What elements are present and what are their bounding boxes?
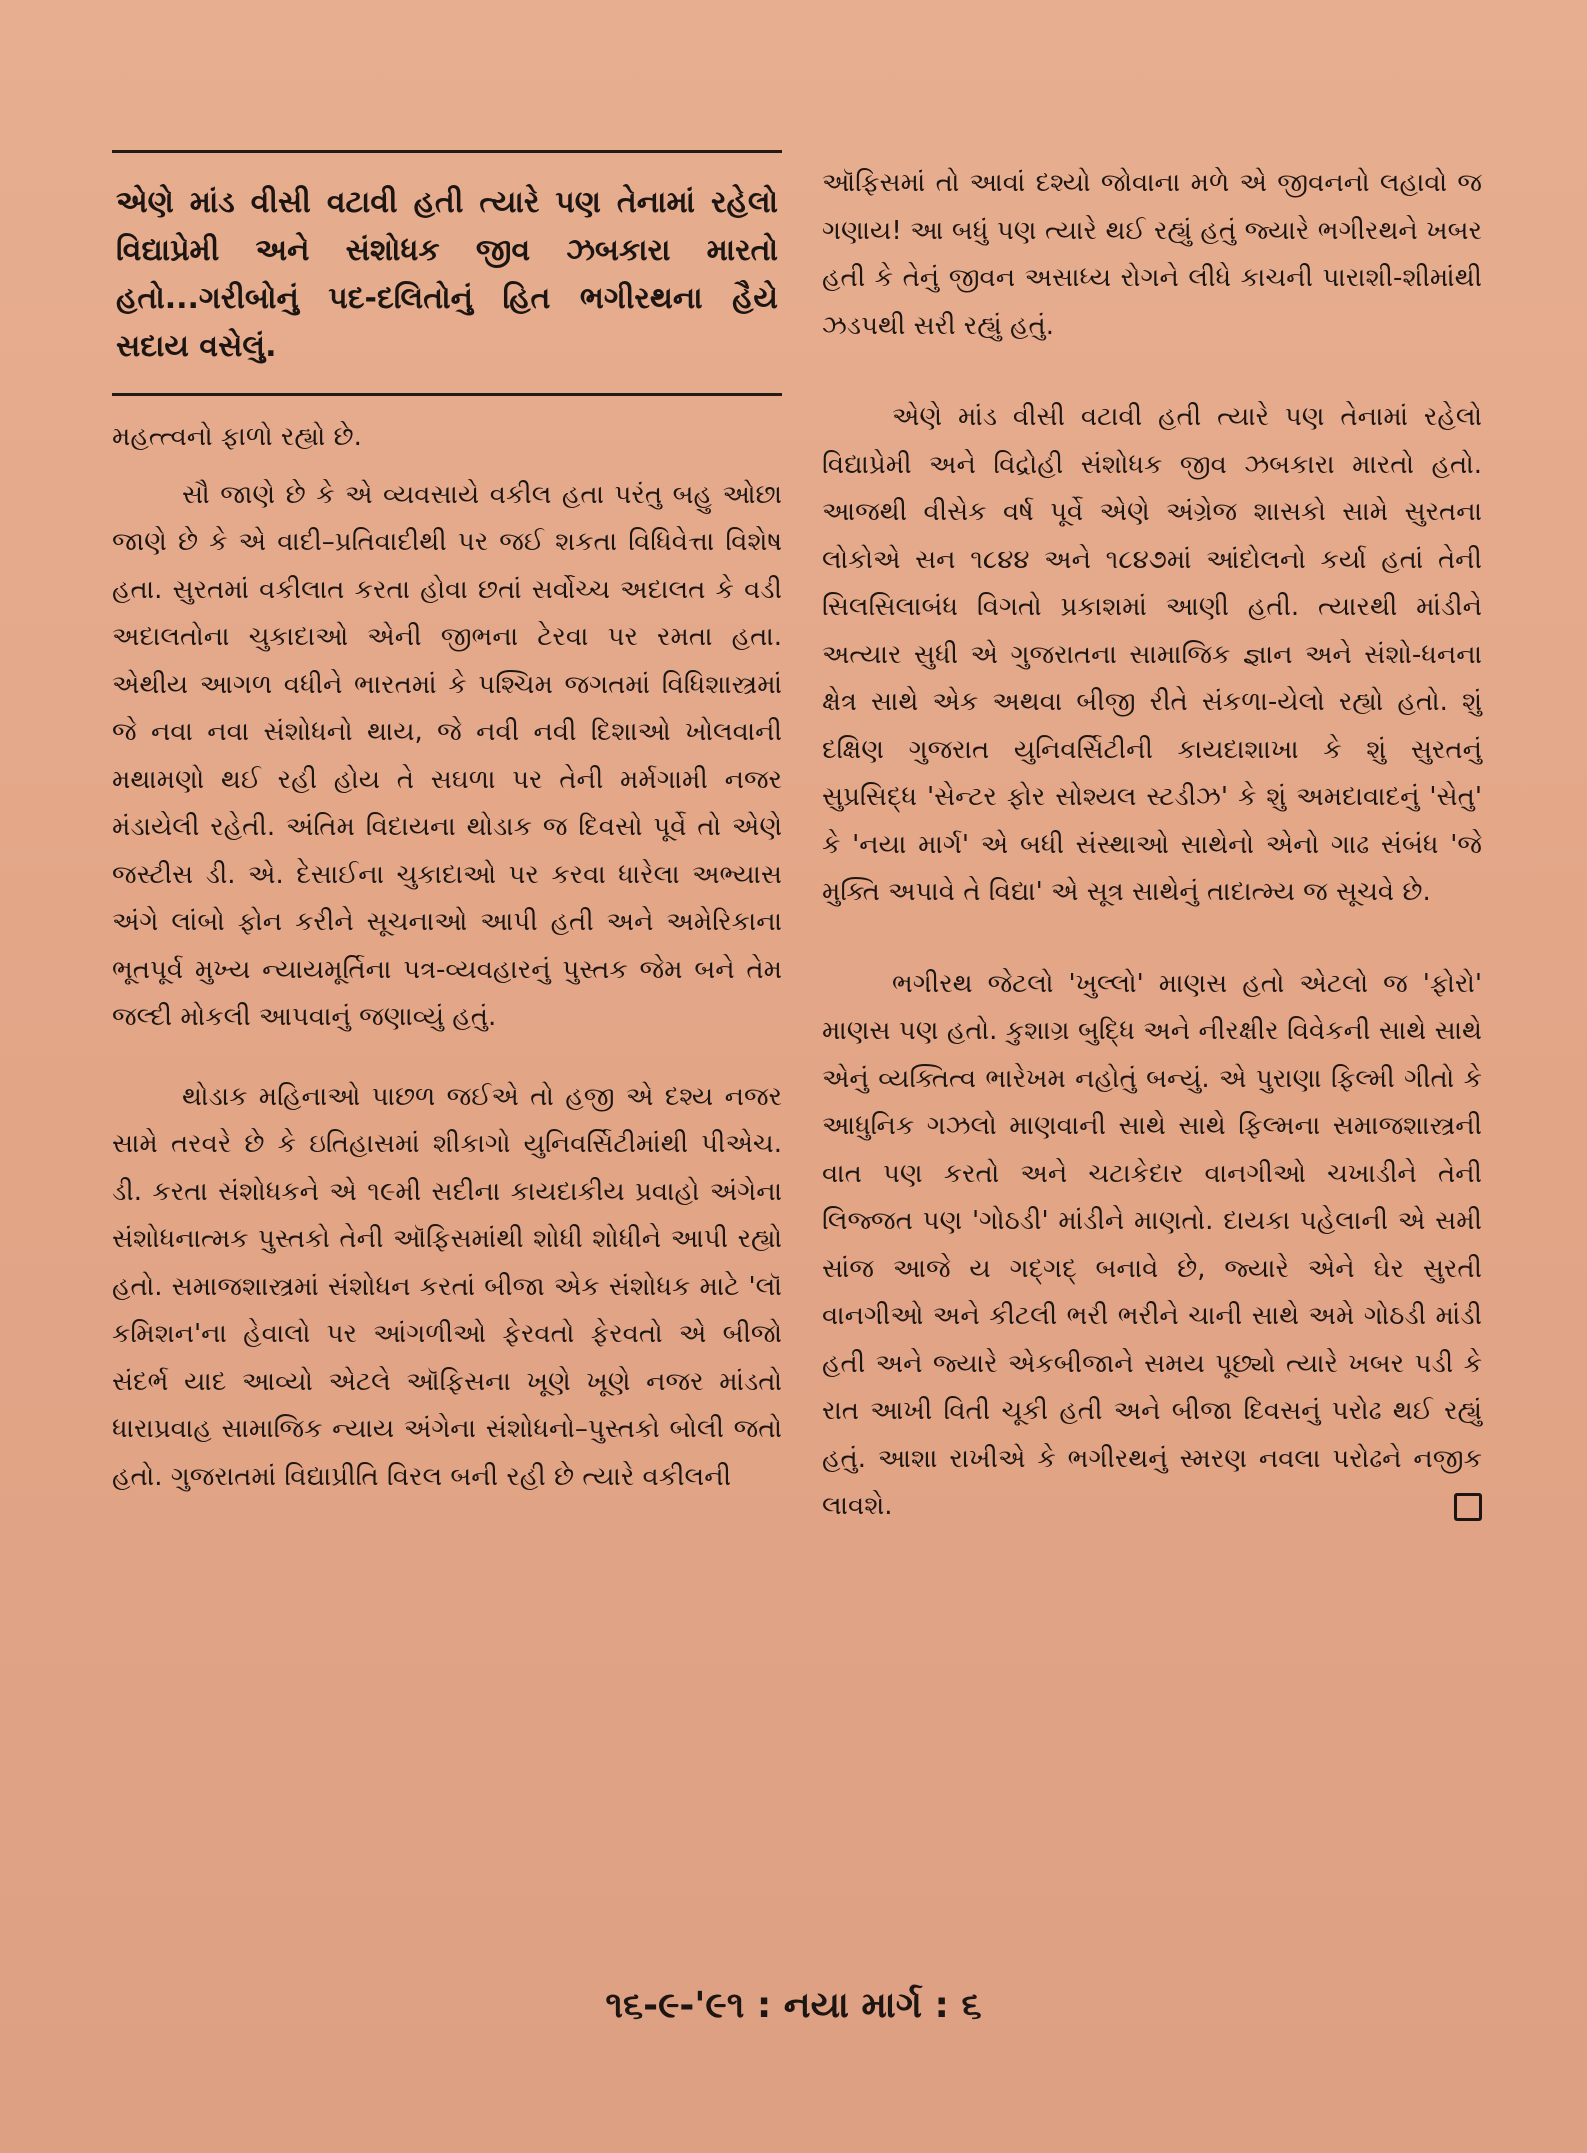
right-paragraph-3 [822,961,1482,1531]
page-footer: ૧૬-૯-'૯૧ : નયા માર્ગ : ૬ [605,1985,982,2026]
right-paragraph-1: ઑફિસમાં તો આવાં દશ્યો જોવાના મળે એ જીવનનો લહાવો જ ગણાય! આ બધું પણ ત્યારે થઈ રહ્યું હતું જ્યારે ભગીરથને ખબર હતી કે તેનું જીવન અસાધ્ય રોગને લીધે કાચની પારાશી-શીમાંથી ઝડપથી સરી રહ્યું હતું. [822,168,1482,341]
right-paragraph-2: એણે માંડ વીસી વટાવી હતી ત્યારે પણ તેનામાં રહેલો વિદ્યાપ્રેમી અને વિદ્રોહી સંશોધક જીવ ઝબકારા મારતો હતો. આજથી વીસેક વર્ષ પૂર્વે એણે અંગ્રેજ શાસકો સામે સુરતના લોકોએ સન ૧૮૪૪ અને ૧૮૪૭માં આંદોલનો કર્યા હતાં તેની સિલસિલાબંધ વિગતો પ્રકાશમાં આણી હતી. ત્યારથી માંડીને અત્યાર સુધી એ ગુજરાતના સામાજિક જ્ઞાન અને સંશો-ધનના ક્ષેત્ર સાથે એક અથવા બીજી રીતે સંકળા-યેલો રહ્યો હતો. શું દક્ષિણ ગુજરાત યુનિવર્સિટીની કાયદાશાખા કે શું સુરતનું સુપ્રસિદ્ધ 'સેન્ટર ફોર સોશ્યલ સ્ટડીઝ' કે શું અમદાવાદનું 'સેતુ' કે 'નયા માર્ગ' એ બધી સંસ્થાઓ સાથેનો એનો ગાઢ સંબંધ 'જે મુક્તિ અપાવે તે વિદ્યા' એ સૂત્ર સાથેનું તાદાત્મ્ય જ સૂચવે છે. [822,402,1482,907]
pullquote-bottom-rule [112,393,782,396]
pullquote: એણે માંડ વીસી વટાવી હતી ત્યારે પણ તેનામાં રહેલો વિદ્યાપ્રેમી અને સંશોધક જીવ ઝબકારા મારતો હતો...ગરીબોનું પદ-દલિતોનું હિત ભગીરથના હૈયે સદાય વસેલું. [116,185,778,364]
left-paragraph-1: મહત્ત્વનો ફાળો રહ્યો છે. [112,422,362,452]
right-paragraph-3-text: ભગીરથ જેટલો 'ખુલ્લો' માણસ હતો એટલો જ 'ફોરો' માણસ પણ હતો. કુશાગ્ર બુદ્ધિ અને નીરક્ષીર વિવેકની સાથે સાથે એનું વ્યક્તિત્વ ભારેખમ નહોતું બન્યું. એ પુરાણા ફિલ્મી ગીતો કે આધુનિક ગઝલો માણવાની સાથે સાથે ફિલ્મના સમાજશાસ્ત્રની વાત પણ કરતો અને ચટાકેદાર વાનગીઓ ચખાડીને તેની લિજ્જત પણ 'ગોઠડી' માંડીને માણતો. દાયકા પહેલાની એ સમી સાંજ આજે ય ગદ્ગદ્ બનાવે છે, જ્યારે એને ઘેર સુરતી વાનગીઓ અને કીટલી ભરી ભરીને ચાની સાથે અમે ગોઠડી માંડી હતી અને જ્યારે એકબીજાને સમય પૂછ્યો ત્યારે ખબર પડી કે રાત આખી વિતી ચૂકી હતી અને બીજા દિવસનું પરોઢ થઈ રહ્યું હતું. આશા રાખીએ કે ભગીરથનું સ્મરણ નવલા પરોઢને નજીક લાવશે. [822,968,1482,1521]
square-outline-icon [1454,1493,1482,1521]
right-column [822,160,1482,1531]
left-paragraph-2: સૌ જાણે છે કે એ વ્યવસાયે વકીલ હતા પરંતુ બહુ ઓછા જાણે છે કે એ વાદી–પ્રતિવાદીથી પર જઈ શકતા વિધિવેત્તા વિશેષ હતા. સુરતમાં વકીલાત કરતા હોવા છતાં સર્વોચ્ચ અદાલત કે વડી અદાલતોના ચુકાદાઓ એની જીભના ટેરવા પર રમતા હતા. એથીય આગળ વધીને ભારતમાં કે પશ્ચિમ જગતમાં વિધિશાસ્ત્રમાં જે નવા નવા સંશોધનો થાય, જે નવી નવી દિશાઓ ખોલવાની મથામણો થઈ રહી હોય તે સઘળા પર તેની મર્મગામી નજર મંડાયેલી રહેતી. અંતિમ વિદાયના થોડાક જ દિવસો પૂર્વે તો એણે જસ્ટીસ ડી. એ. દેસાઈના ચુકાદાઓ પર કરવા ધારેલા અભ્યાસ અંગે લાંબો ફોન કરીને સૂચનાઓ આપી હતી અને અમેરિકાના ભૂતપૂર્વ મુખ્ય ન્યાયમૂર્તિના પત્ર-વ્યવહારનું પુસ્તક જેમ બને તેમ જલ્દી મોકલી આપવાનું જણાવ્યું હતું. [112,479,782,1032]
left-column [112,150,782,1501]
left-paragraph-3: થોડાક મહિનાઓ પાછળ જઈએ તો હજી એ દશ્ય નજર સામે તરવરે છે કે ઇતિહાસમાં શીકાગો યુનિવર્સિટીમાંથી પીએચ. ડી. કરતા સંશોધકને એ ૧૯મી સદીના કાયદાકીય પ્રવાહો અંગેના સંશોધનાત્મક પુસ્તકો તેની ઑફિસમાંથી શોધી શોધીને આપી રહ્યો હતો. સમાજશાસ્ત્રમાં સંશોધન કરતાં બીજા એક સંશોધક માટે 'લૉ કમિશન'ના હેવાલો પર આંગળીઓ ફેરવતો ફેરવતો એ બીજો સંદર્ભ યાદ આવ્યો એટલે ઑફિસના ખૂણે ખૂણે નજર માંડતો ધારાપ્રવાહ સામાજિક ન્યાય અંગેના સંશોધનો–પુસ્તકો બોલી જતો હતો. ગુજરાતમાં વિદ્યાપ્રીતિ વિરલ બની રહી છે ત્યારે વકીલની [112,1081,782,1492]
